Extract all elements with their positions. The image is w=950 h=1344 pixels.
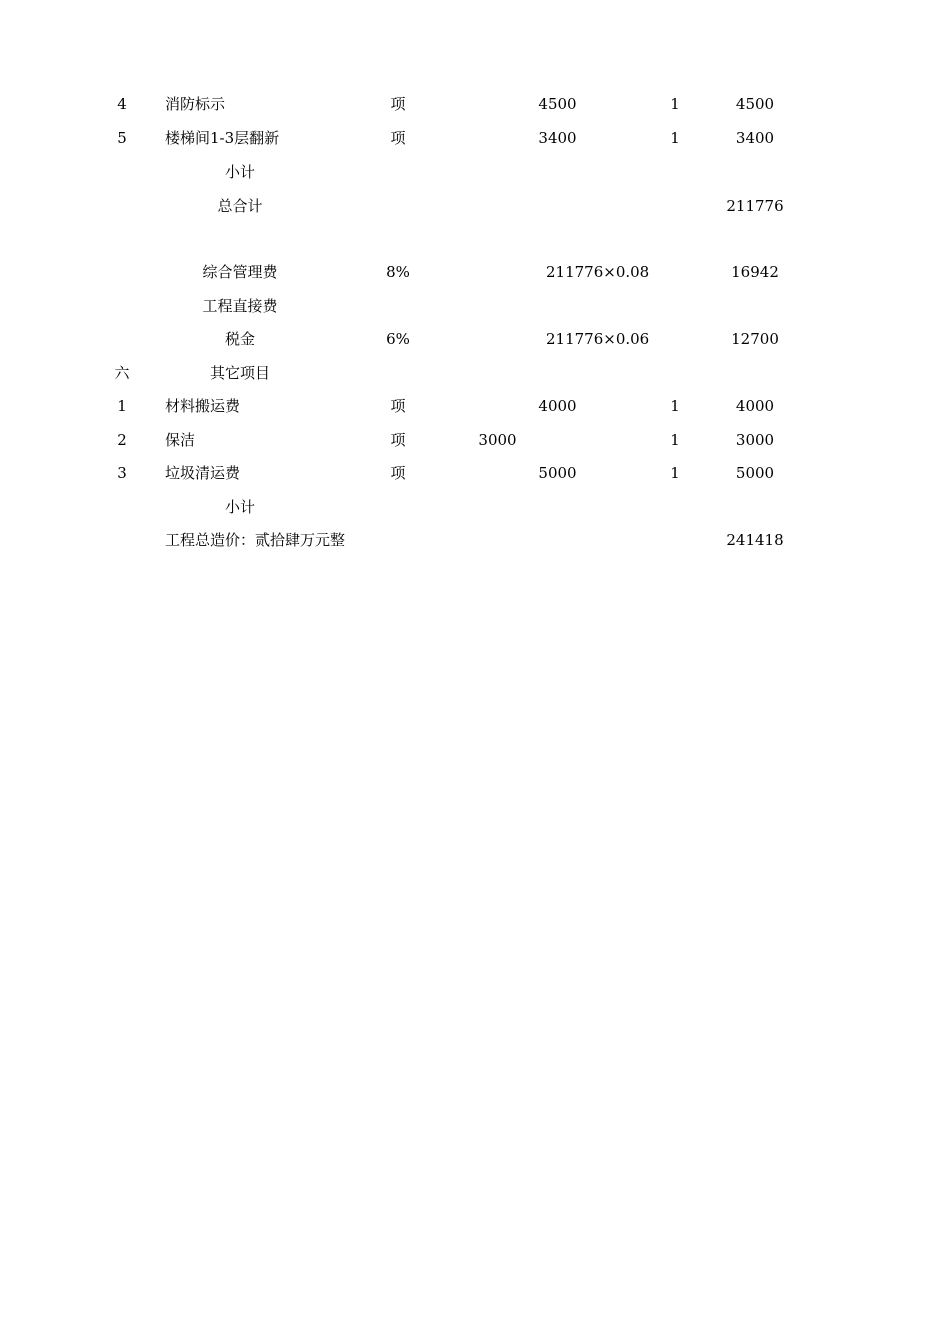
item-number: 3 bbox=[117, 464, 127, 482]
project-total-value: 241418 bbox=[726, 531, 784, 549]
section-header-row bbox=[0, 361, 950, 385]
tax-label: 税金 bbox=[224, 330, 255, 348]
table-row bbox=[0, 126, 950, 150]
project-total-row bbox=[0, 528, 950, 552]
management-fee-label: 综合管理费 bbox=[202, 263, 278, 281]
item-unit: 项 bbox=[390, 464, 406, 482]
grand-total-label: 总合计 bbox=[217, 197, 263, 215]
tax-formula: 211776×0.06 bbox=[546, 330, 650, 348]
tax-total: 12700 bbox=[731, 330, 779, 348]
project-total-label: 工程总造价：贰拾肆万元整 bbox=[165, 531, 346, 549]
item-total: 4500 bbox=[735, 95, 775, 113]
item-total: 3400 bbox=[735, 129, 775, 147]
management-fee-rate: 8% bbox=[386, 263, 410, 281]
item-count: 1 bbox=[670, 464, 680, 482]
item-count: 1 bbox=[670, 129, 680, 147]
item-price: 5000 bbox=[538, 464, 577, 482]
item-name: 垃圾清运费 bbox=[165, 464, 241, 482]
item-name: 楼梯间1-3层翻新 bbox=[165, 129, 280, 147]
subtotal-row bbox=[0, 160, 950, 184]
subtotal-row bbox=[0, 495, 950, 519]
item-price: 4500 bbox=[538, 95, 577, 113]
item-name: 材料搬运费 bbox=[165, 397, 241, 415]
table-row bbox=[0, 394, 950, 418]
table-row bbox=[0, 428, 950, 452]
item-total: 4000 bbox=[735, 397, 775, 415]
grand-total-row bbox=[0, 194, 950, 218]
item-unit: 项 bbox=[390, 431, 406, 449]
item-number: 4 bbox=[117, 95, 127, 113]
grand-total-value: 211776 bbox=[726, 197, 784, 215]
item-count: 1 bbox=[670, 95, 680, 113]
item-unit: 项 bbox=[390, 95, 406, 113]
tax-row bbox=[0, 327, 950, 351]
direct-cost-label: 工程直接费 bbox=[202, 297, 278, 315]
item-count: 1 bbox=[670, 431, 680, 449]
item-quantity: 3000 bbox=[478, 431, 517, 449]
item-total: 5000 bbox=[735, 464, 775, 482]
management-fee-total: 16942 bbox=[731, 263, 779, 281]
management-fee-row bbox=[0, 260, 950, 284]
table-row bbox=[0, 92, 950, 116]
item-total: 3000 bbox=[735, 431, 775, 449]
section-number: 六 bbox=[114, 364, 130, 382]
subtotal-label: 小计 bbox=[224, 498, 255, 516]
section-title: 其它项目 bbox=[209, 364, 270, 382]
item-count: 1 bbox=[670, 397, 680, 415]
item-unit: 项 bbox=[390, 397, 406, 415]
item-number: 5 bbox=[117, 129, 127, 147]
management-fee-formula: 211776×0.08 bbox=[546, 263, 650, 281]
item-unit: 项 bbox=[390, 129, 406, 147]
tax-rate: 6% bbox=[386, 330, 410, 348]
item-name: 消防标示 bbox=[165, 95, 226, 113]
direct-cost-row bbox=[0, 294, 950, 318]
subtotal-label: 小计 bbox=[224, 163, 255, 181]
item-number: 1 bbox=[117, 397, 127, 415]
item-name: 保洁 bbox=[165, 431, 196, 449]
item-price: 4000 bbox=[538, 397, 577, 415]
table-row bbox=[0, 461, 950, 485]
item-price: 3400 bbox=[538, 129, 577, 147]
item-number: 2 bbox=[117, 431, 127, 449]
